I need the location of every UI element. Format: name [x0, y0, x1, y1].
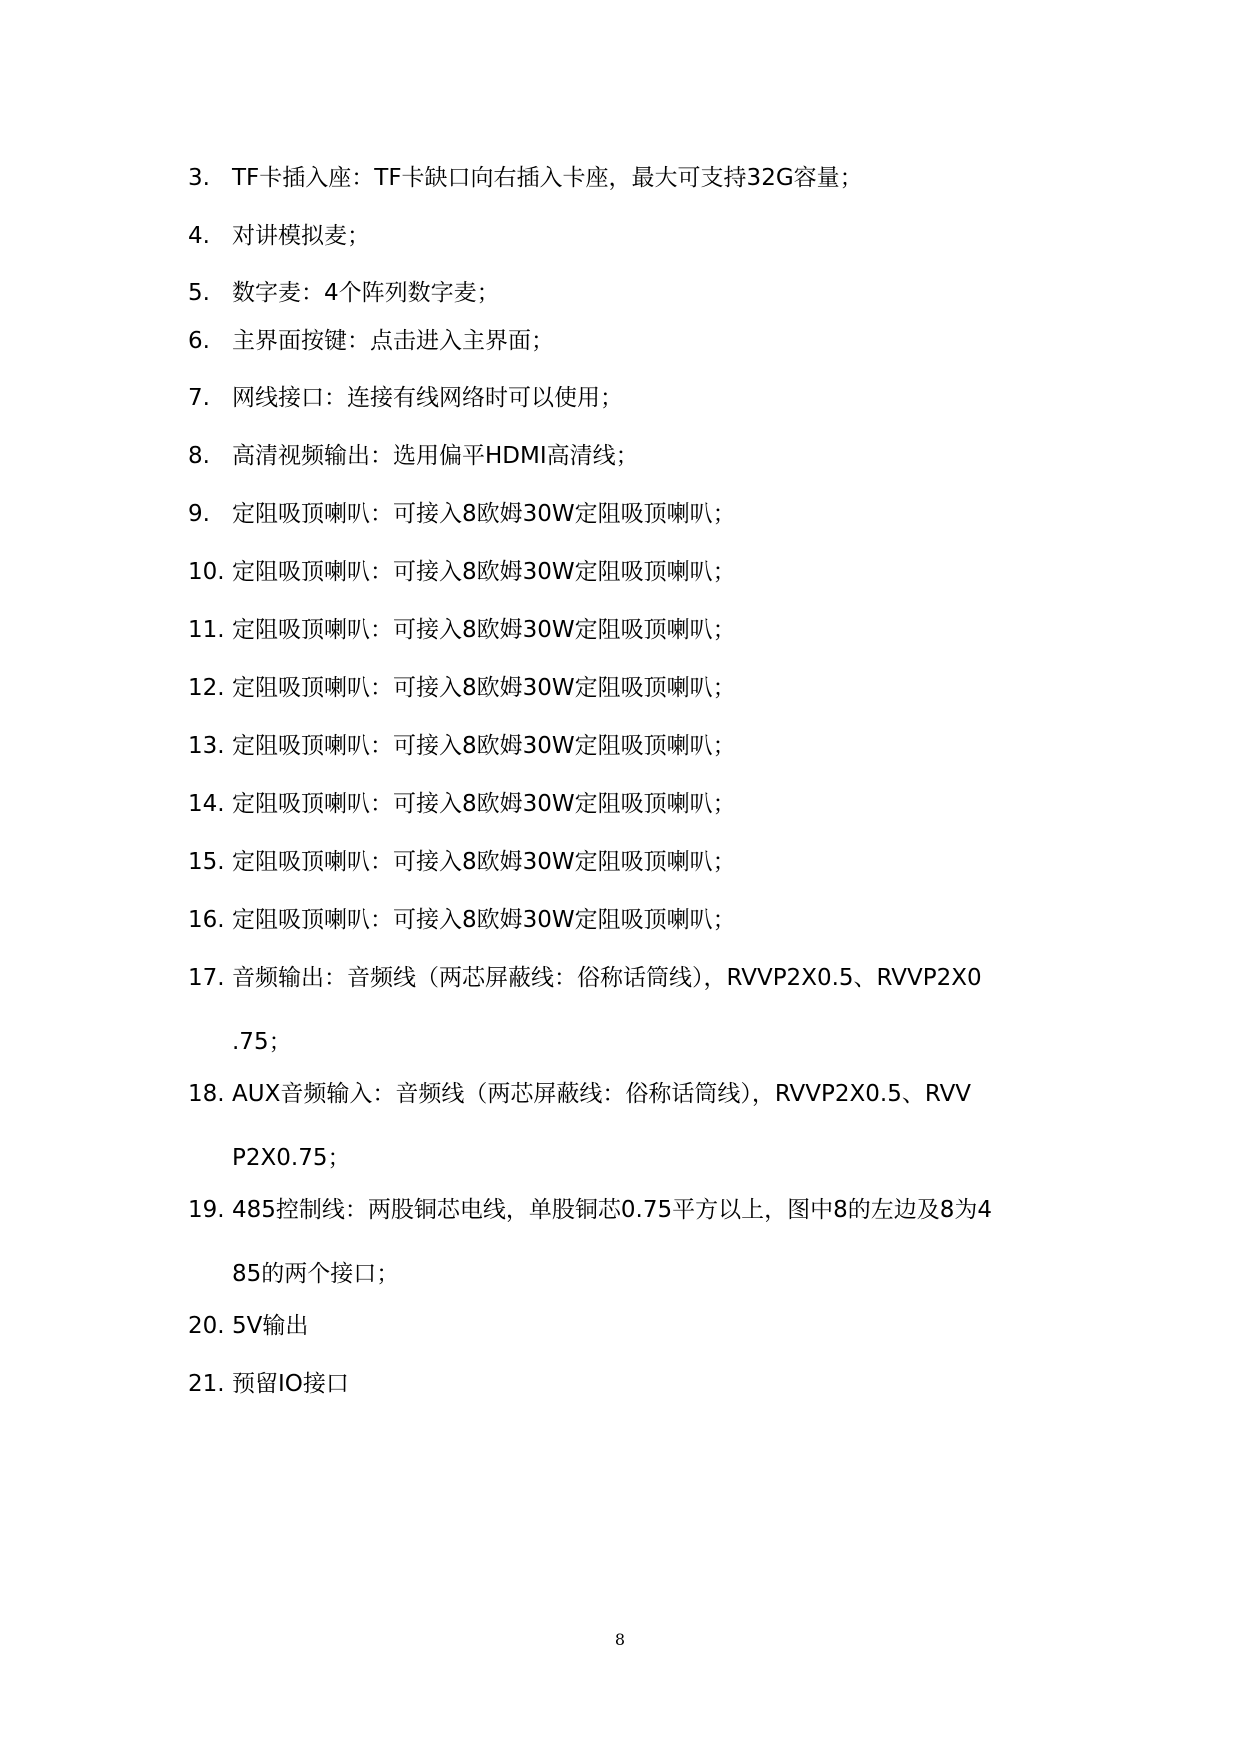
item-text: AUX音频输入：音频线（两芯屏蔽线：俗称话筒线），RVVP2X0.5、RVV [232, 1081, 972, 1107]
item-number: 8. [188, 443, 210, 469]
item-text: 定阻吸顶喇叭：可接入8欧姆30W定阻吸顶喇叭； [232, 791, 736, 817]
item-number: 17. [188, 965, 225, 991]
item-text: 定阻吸顶喇叭：可接入8欧姆30W定阻吸顶喇叭； [232, 559, 736, 585]
item-text: 定阻吸顶喇叭：可接入8欧姆30W定阻吸顶喇叭； [232, 907, 736, 933]
list-item [188, 366, 1058, 430]
item-text: 5V输出 [232, 1313, 309, 1339]
list-item [188, 714, 1058, 778]
item-number: 10. [188, 559, 225, 585]
list-item [188, 772, 1058, 836]
item-number: 14. [188, 791, 225, 817]
list-item [188, 1062, 1058, 1171]
item-text: 对讲模拟麦； [232, 223, 370, 249]
item-text: 定阻吸顶喇叭：可接入8欧姆30W定阻吸顶喇叭； [232, 733, 736, 759]
list-item [188, 540, 1058, 604]
item-text-continuation: P2X0.75； [232, 1145, 351, 1171]
item-number: 5. [188, 280, 210, 306]
item-text: TF卡插入座：TF卡缺口向右插入卡座，最大可支持32G容量； [232, 165, 863, 191]
item-number: 12. [188, 675, 225, 701]
list-item [188, 888, 1058, 952]
item-number: 13. [188, 733, 225, 759]
list-item [188, 146, 1058, 210]
item-text: 485控制线：两股铜芯电线，单股铜芯0.75平方以上，图中8的左边及8为4 [232, 1197, 993, 1223]
item-text-continuation: 85的两个接口； [232, 1261, 400, 1287]
page-number: 8 [614, 1630, 626, 1649]
item-text: 网线接口：连接有线网络时可以使用； [232, 385, 623, 411]
item-text: 高清视频输出：选用偏平HDMI高清线； [232, 443, 639, 469]
item-number: 21. [188, 1371, 225, 1397]
item-text: 定阻吸顶喇叭：可接入8欧姆30W定阻吸顶喇叭； [232, 849, 736, 875]
item-number: 15. [188, 849, 225, 875]
item-number: 9. [188, 501, 210, 527]
item-number: 20. [188, 1313, 225, 1339]
item-text: 定阻吸顶喇叭：可接入8欧姆30W定阻吸顶喇叭； [232, 675, 736, 701]
item-text: 主界面按键：点击进入主界面； [232, 328, 554, 354]
item-number: 16. [188, 907, 225, 933]
list-item [188, 424, 1058, 488]
list-item [188, 1294, 1058, 1358]
list-item [188, 482, 1058, 546]
item-number: 3. [188, 165, 210, 191]
item-text: 预留IO接口 [232, 1371, 349, 1397]
list-item [188, 204, 1058, 268]
item-number: 11. [188, 617, 225, 643]
item-number: 6. [188, 328, 210, 354]
item-number: 18. [188, 1081, 225, 1107]
list-item [188, 1178, 1058, 1287]
list-item [188, 598, 1058, 662]
list-item [188, 1352, 1058, 1416]
item-text: 音频输出：音频线（两芯屏蔽线：俗称话筒线），RVVP2X0.5、RVVP2X0 [232, 965, 982, 991]
item-number: 19. [188, 1197, 225, 1223]
list-item [188, 309, 1058, 373]
list-item [188, 656, 1058, 720]
item-text: 数字麦：4个阵列数字麦； [232, 280, 500, 306]
item-text-continuation: .75； [232, 1029, 292, 1055]
item-number: 4. [188, 223, 210, 249]
list-item [188, 830, 1058, 894]
item-number: 7. [188, 385, 210, 411]
item-text: 定阻吸顶喇叭：可接入8欧姆30W定阻吸顶喇叭； [232, 501, 736, 527]
item-text: 定阻吸顶喇叭：可接入8欧姆30W定阻吸顶喇叭； [232, 617, 736, 643]
list-item [188, 946, 1058, 1055]
